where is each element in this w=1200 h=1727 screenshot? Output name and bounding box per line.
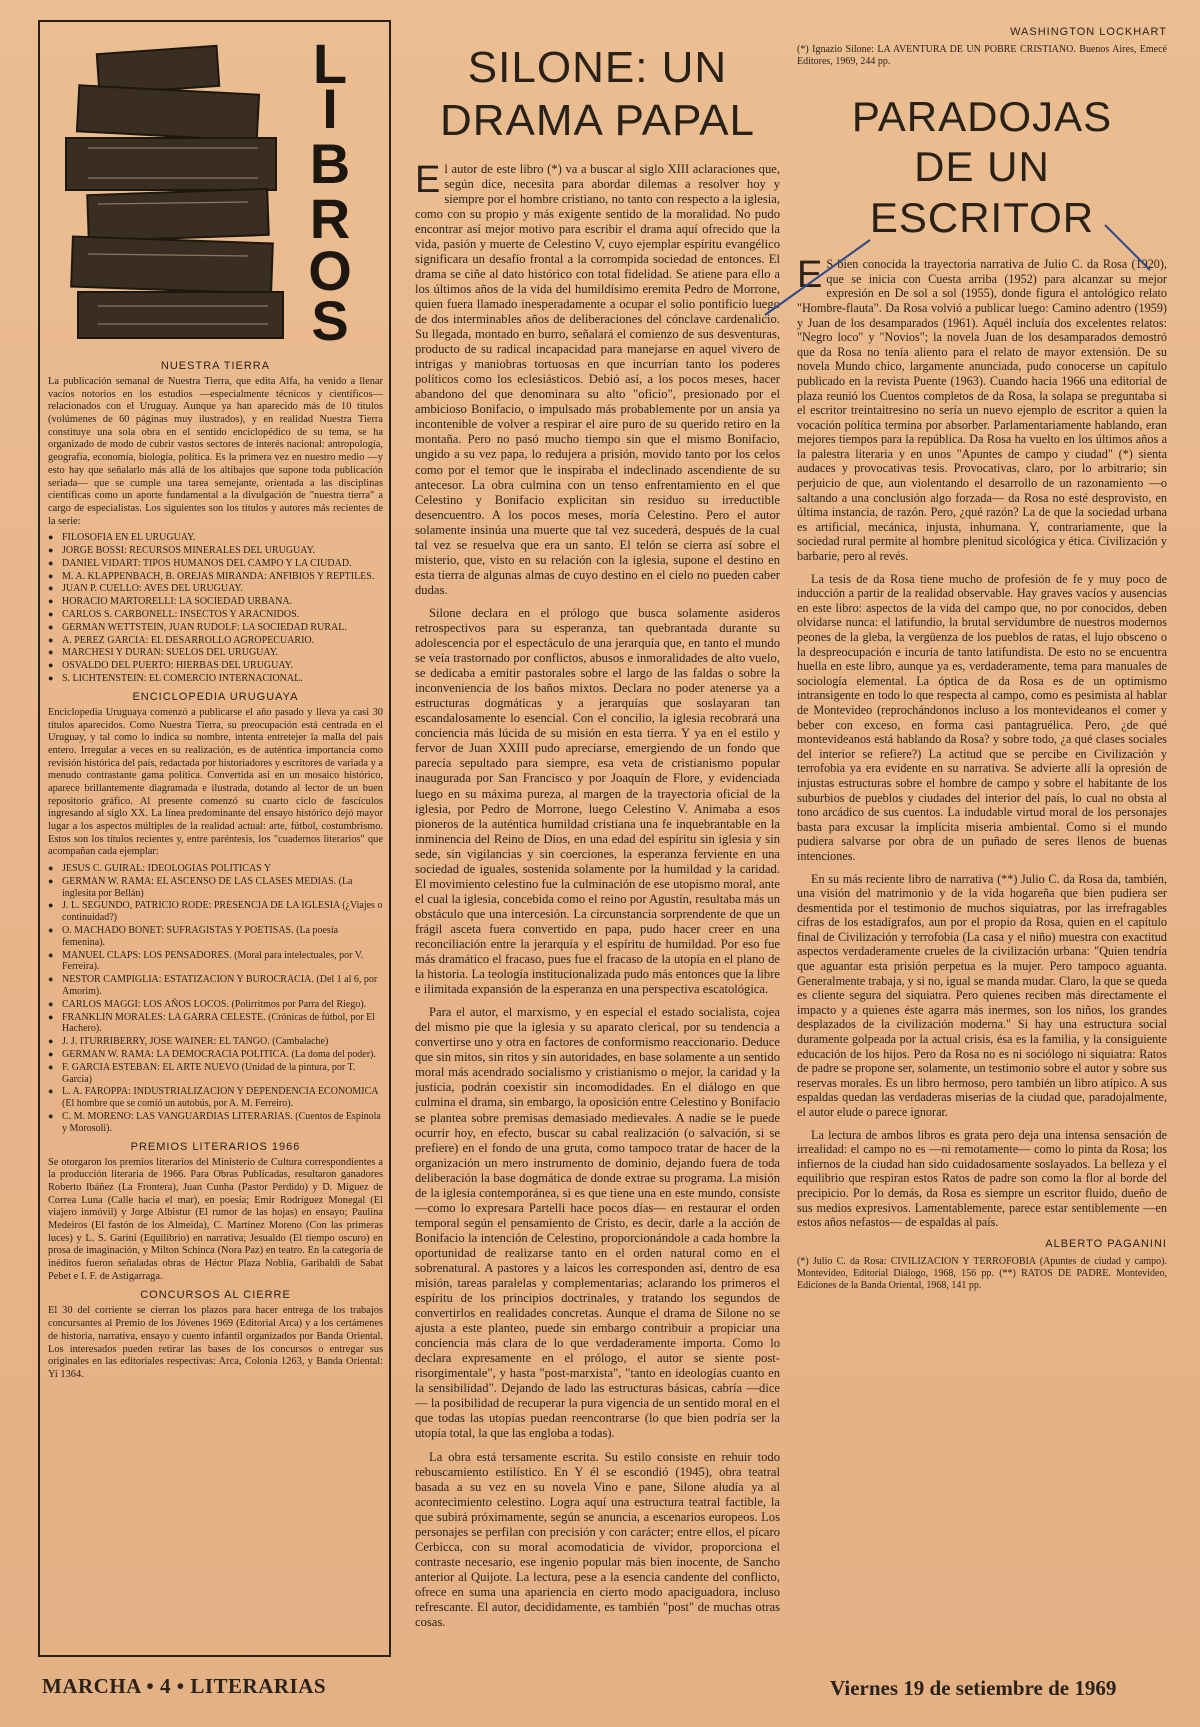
silone-paragraph: La obra está tersamente escrita. Su estilo consiste en rehuir todo rebuscamiento estilístico. En Y él se escondió (1945), obra teatral basada a su vez en su novela Vino e pane, Silone aludía ya al acontecimiento celestino. Logra aquí una estructura teatral factible, la que subirá próximamente, según se anuncia, a escenarios europeos. Los personajes se perfilan con precisión y con carácter; entre ellos, el pícaro Cerbicca, con su moral acomodaticia de vividor, proporciona el contraste necesario, ese ingenio popular más bien inocente, de Sancho anterior al Quijote. La lectura, pese a la esencia candente del conflicto, ofrece en suma una apariencia en cierto modo apaciguadora, incluso refrescante. El autor, decididamente, es también "post" de muchas otras cosas.: [415, 1449, 780, 1630]
list-item: ● DANIEL VIDART: TIPOS HUMANOS DEL CAMPO Y LA CIUDAD.: [48, 558, 383, 570]
silone-title: [415, 42, 780, 148]
logo-letter-b: B: [309, 132, 351, 195]
drop-cap: E: [415, 158, 441, 201]
list-item: ● JESUS C. GUIRAL: IDEOLOGIAS POLITICAS Y: [48, 863, 383, 875]
premios-text: Se otorgaron los premios literarios del Ministerio de Cultura correspondientes a la producción literaria de 1966. Para Obras Publicadas, resultaron ganadores Roberto Ibáñez (La Frontera), Juan Cunha (Pastor Perdido) y D. Míguez de Correa Luna (Calle hacia el mar), en poesía; Emir Rodríguez Monegal (El viajero inmóvil) y Jorge Albistur (El rumor de las hojas) en ensayo; Paulina Medeiros (El fastón de los Almeida), C. Martínez Moreno (Con las primeras luces) y L. S. Garini (Equilibrio) en narrativa; Jesualdo (El tiempo oscuro) en prosa de imaginación, y Milton Schinca (Nora Paz) en teatro. En la categoría de inéditos fueron señaladas obras de Héctor Plaza Noblía, Garibaldi de Sabat Pebet e I. F. de Astigarraga.: [48, 1156, 383, 1282]
list-item: ● GERMAN W. RAMA: EL ASCENSO DE LAS CLASES MEDIAS. (La inglesita por Bellán): [48, 876, 383, 900]
pen-mark: [1100, 220, 1160, 280]
list-item: ● A. PEREZ GARCIA: EL DESARROLLO AGROPECUARIO.: [48, 635, 383, 647]
list-item: ● MARCHESI Y DURAN: SUELOS DEL URUGUAY.: [48, 647, 383, 659]
list-item: ● NESTOR CAMPIGLIA: ESTATIZACION Y BUROCRACIA. (Del 1 al 6, por Amorim).: [48, 974, 383, 998]
list-item: ● OSVALDO DEL PUERTO: HIERBAS DEL URUGUAY.: [48, 660, 383, 672]
list-item: ● M. A. KLAPPENBACH, B. OREJAS MIRANDA: ANFIBIOS Y REPTILES.: [48, 571, 383, 583]
list-item: ● MANUEL CLAPS: LOS PENSADORES. (Moral para intelectuales, por V. Ferreira).: [48, 950, 383, 974]
paradojas-paragraph: E S bien conocida la trayectoria narrativa de Julio C. da Rosa (1920), que se inicia con Cuesta arriba (1952) para alcanzar su mejor expresión en De sol a sol (1955), donde figura el antológico relato "Hombre-flauta". Da Rosa volvió a publicar luego: Camino adentro (1959) y Juan de los desamparados (1961). Aquél incluía dos excelentes relatos: "Negro loco" y "Novios"; la novela Juan de los desamparados demostró que da Rosa no tenía aliento para el relato de mayor extensión. De su novela Mundo chico, largamente anunciada, pudo conocerse un capítulo publicado en la revista Puente (1963). Cuando hacia 1966 una editorial de plaza reunió los Cuentos completos de da Rosa, la solapa se preguntaba si el escritor treintaitresino no sería un nuevo ejemplo de escritor a quien la vocación política termina por absorber. Parlamentariamente hablando, eran mejores tiempos para la república. Da Rosa ha vuelto en los últimos años a la palestra literaria y en unos "Apuntes de campo y ciudad" (*) sienta audaces y provocativas tesis. Provocativas, claro, por lo arbitrario; sin perjuicio de que, aun violentando el desarrollo de un razonamiento —o saltando a una conclusión algo forzada— da Rosa no esté desprovisto, en última instancia, de razón. Pero, ¿qué razón? La de que la sociedad urbana es artificial, mecánica, injusta, inhumana. Y, contrariamente, que la sociedad rural permite al hombre plenitud sicológica y ética. Civilización y barbarie, pero al revés.: [797, 254, 1167, 564]
list-item: ● JUAN P. CUELLO: AVES DEL URUGUAY.: [48, 583, 383, 595]
libros-body: [38, 360, 393, 1382]
libros-column: [38, 20, 393, 1655]
enciclopedia-list: [48, 863, 383, 1135]
paradojas-signature: ALBERTO PAGANINI: [1045, 1237, 1167, 1250]
paradojas-paragraph: La tesis de da Rosa tiene mucho de profesión de fe y muy poco de inducción a partir de la realidad observable. Hay graves vacíos y ausencias en este libro: aspectos de la vida del campo que, no por conocidos, deben olvidarse nunca: el latifundio, la brutal servidumbre de nuestros modernos peones de la gleba, la vergüenza de los pueblos de ratas, el lujo obsceno o la despreocupación e incuria de tanto latifundista. De esto no se encuentra huella en este libro, aunque ya es, verdaderamente, tema para manuales de sociología elemental. La óptica de da Rosa es de un optimismo intransigente en todo lo que respecta al campo, como es pesimista al hablar de Montevideo (reprochándonos incluso a los montevideanos el comer y beber con exceso, en forma casi pantagruélica. Pero, ¿de qué montevideanos está hablando da Rosa? y sobre todo, ¿a qué clases sociales del interior se refiere?) La actitud que se percibe en Civilización y terrofobia ya era evidente en su narrativa. Se advierte allí la opresión de injustas estructuras sobre el hombre de campo y sobre el habitante de los suburbios de pueblos y ciudades del interior del país, lo cual no obsta al tono arcádico de sus cuentos. La indudable virtud moral de los personajes basta para excusar la implícita miseria ambiental. Como si el mundo pudiera salvarse por obra de un puñado de seres llenos de buenas intenciones.: [797, 571, 1167, 863]
list-item: ● L. A. FAROPPA: INDUSTRIALIZACION Y DEPENDENCIA ECONOMICA (El hombre que se comió un autobús, por A. M. Ferreiro).: [48, 1086, 383, 1110]
silone-title-line2: DRAMA PAPAL: [439, 95, 756, 145]
footer-left: MARCHA • 4 • LITERARIAS: [42, 1674, 327, 1698]
list-item: ● FILOSOFIA EN EL URUGUAY.: [48, 532, 383, 544]
logo-letter-o: O: [308, 239, 352, 302]
silone-title-line1: SILONE: UN: [467, 43, 728, 92]
list-item: ● CARLOS MAGGI: LOS AÑOS LOCOS. (Polirritmos por Parra del Riego).: [48, 999, 383, 1011]
silone-paragraph: Silone declara en el prólogo que busca solamente asideros retrospectivos para su esperanza, tan quebrantada durante su adolescencia por el espectáculo de una jerarquía que, en tanto el mundo se veía trastornado por conflictos, abusos e inmoralidades de alto vuelo, se dedicaba a emitir pastorales sobre el largo de las faldas o sobre la inconveniencia de los baños mixtos. Declara no poder atenerse ya a estructuras dogmáticas y a jerarquías que soslayaran tan escandalosamente lo esencial. Con el concilio, la iglesia recobrará una conciencia más lúcida de su misión en esta tierra. Y ya en el estilo y fervor de Juan XXIII pudo apreciarse, emergiendo de un fondo que parecía sepultado para siempre, esa veta de cristianismo popular inaugurada por San Francisco y por Joaquín de Flore, y evidenciada luego en su máxima pureza, al margen de la trayectoria oficial de la iglesia, por Pedro de Morrone, luego Celestino V. Animaba a esos pioneros de la auténtica humildad cristiana una fe inquebrantable en la inminencia del Reino de Dios, en una edad del espíritu sin iglesia y sin sede, sin vigilancias y sin coerciones, la esperanza ferviente en una sociedad de iguales, sostenida solamente por la humildad y la caridad. El movimiento celestino fue la culminación de ese utopismo moral, ante el cual la iglesia, concebida como el reino por Agustín, resultaba más un obstáculo que una intercesión. La circunstancia sorprendente de que un frágil asceta fuera convertido en papa, pudo hacer creer en una reconciliación entre la jerarquía y el espíritu de humildad. Por eso fue más dramático el fracaso, pues fue el fracaso de la utopía en el plano de la historia. La teología institucionalizada pudo más entonces que la libre e ilimitada expansión de la esperanza en una perspectiva escatológica.: [415, 605, 780, 997]
footer-date: Viernes 19 de setiembre de 1969: [830, 1676, 1117, 1700]
list-item: ● C. M. MORENO: LAS VANGUARDIAS LITERARIAS. (Cuentos de Espinola y Morosoli).: [48, 1111, 383, 1135]
silone-article: [415, 20, 780, 1660]
list-item: ● FRANKLIN MORALES: LA GARRA CELESTE. (Crónicas de fútbol, por El Hachero).: [48, 1012, 383, 1036]
silone-body: [415, 158, 780, 1631]
enciclopedia-heading: ENCICLOPEDIA URUGUAYA: [132, 690, 299, 703]
paradojas-paragraph: En su más reciente libro de narrativa (**) Julio C. da Rosa da, también, una visión del matrimonio y de la vida hogareña que bien pudiera ser desmentida por el testimonio de muchos siquiatras, por las irrefragables cifras de los estadígrafos, aun por el propio da Rosa, quien en el capítulo final de Civilización y terrofobia (La casa y el niño) muestra con exactitud aspectos verdaderamente crueles de la civilización urbana: "Quien tendría que aguantar esta prisión perpetua es la mujer. Pero tampoco aguanta. Generalmente trabaja, y si no, igual se manda mudar. Claro, la que se queda es cliente segura del siquiatra. Pero quienes reciben más directamente el impacto y a quienes éste agarra más inermes, son los niños, los grandes desplazados de la civilización moderna." Si hay una estructura social duramente golpeada por la actual crisis, ésa es la familia, y la consiguiente educación de los hijos. Pero da Rosa no es ni sociólogo ni siquiatra: Ratos de padre se propone ser, solamente, un testimonio sobre el autor y sobre sus reservas morales. Es un libro hermoso, pero también un libro atípico. A sus espaldas quedan las verdaderas miserias de la ciudad que, paradojalmente, el autor elude o parece ignorar.: [797, 871, 1167, 1120]
list-item: ● J. L. SEGUNDO, PATRICIO RODE: PRESENCIA DE LA IGLESIA (¿Viajes o continuidad?): [48, 900, 383, 924]
nuestra-tierra-heading: NUESTRA TIERRA: [160, 360, 271, 372]
pen-mark: [760, 230, 880, 320]
silone-footnote: (*) Ignazio Silone: LA AVENTURA DE UN POBRE CRISTIANO. Buenos Aires, Emecé Editores, 1969, 244 pp.: [797, 44, 1167, 67]
paradojas-paragraph: La lectura de ambos libros es grata pero deja una intensa sensación de irrealidad: el campo no es —ni remotamente— como lo pinta da Rosa; los infiernos de la ciudad han sido cuidadosamente soslayados. La belleza y el equilibrio que respiran estos Ratos de padre son como la flor al borde del precipicio. Por lo demás, da Rosa es siempre un escritor fluido, dueño de sus medios expresivos. Lamentablemente, parece estar sentiblemente —en estos años nefastos— de espaldas al país.: [797, 1127, 1167, 1230]
books-stack-logo: [58, 28, 376, 348]
concursos-heading: CONCURSOS AL CIERRE: [140, 1289, 291, 1302]
enciclopedia-text: Enciclopedia Uruguaya comenzó a publicarse el año pasado y lleva ya casi 30 títulos aparecidos. Como Nuestra Tierra, su preocupación está centrada en el Uruguay, y tal como lo indica su nombre, intenta entretejer la malla del país entero. Irregular a veces en su realización, es de auténtica importancia como revisión histórica del país, redactada por historiadores y escritores de variada y a menudo contrastante gama política. Convertida así en un mosaico histórico, aparece brillantemente diagramada e ilustrada, dotando al lector de un buen repositorio gráfico. Al presente comenzó su cuarto ciclo de fascículos ingresando al siglo XX. La línea predominante del ensayo histórico dejó mayor lugar a los aspectos múltiples de la realidad actual: arte, fútbol, costumbrismo. Estos son los títulos recientes y, entre paréntesis, los "cuadernos literarios" que acompañan cada ejemplar:: [48, 706, 383, 858]
logo-letter-i: I: [322, 77, 338, 140]
list-item: ● JORGE BOSSI: RECURSOS MINERALES DEL URUGUAY.: [48, 545, 383, 557]
list-item: ● O. MACHADO BONET: SUFRAGISTAS Y POETISAS. (La poesía femenina).: [48, 925, 383, 949]
list-item: ● CARLOS S. CARBONELL: INSECTOS Y ARACNIDOS.: [48, 609, 383, 621]
list-item: ● HORACIO MARTORELLI: LA SOCIEDAD URBANA.: [48, 596, 383, 608]
nuestra-tierra-list: [48, 532, 383, 685]
paradojas-body: [797, 254, 1167, 1230]
paradojas-title-line2: DE UN ESCRITOR: [869, 143, 1095, 241]
list-item: ● GERMAN WETTSTEIN, JUAN RUDOLF: LA SOCIEDAD RURAL.: [48, 622, 383, 634]
nuestra-tierra-text: La publicación semanal de Nuestra Tierra, que edita Alfa, ha venido a llenar vacíos notorios en los estudios —especialmente técnicos y científicos— relacionados con el Uruguay. Aunque ya han aparecido más de 10 títulos (volúmenes de 60 páginas muy ilustrados), y en realidad Nuestra Tierra constituye una sola obra en el sentido enciclopédico de su tema, se ha organizado de modo de cubrir vastos sectores de interés nacional: antropología, geografía, economía, biología, política. Es la primera vez en nuestro medio —y esto hay que señalarlo más allá de los altibajos que supone toda publicación seriada— que se cumple una tarea semejante, orientada a las disciplinas científicas como un aporte fundamental a la divulgación de "nuestra tierra" a cargo de especialistas. Los siguientes son los títulos y autores más recientes de la serie:: [48, 376, 383, 527]
silone-paragraph: El autor de este libro (*) va a buscar al siglo XIII aclaraciones que, según dice, necesita para abordar dilemas a resolver hoy y siempre por el hombre cristiano, no tanto con respecto a la iglesia, como con su propio y más exigente sentido de la moralidad. No pudo encontrar así mejor motivo para escribir el drama aquí ofrecido que la vida, pasión y muerte de Celestino V, cuyo ejemplar espíritu evangélico significara un desafío frontal a la corrompida sociedad de entonces. El drama se ciñe al dato histórico con total fidelidad. Se atiene para ello a los últimos años de la vida del humildísimo eremita Pedro de Morrone, quien fuera llamado inesperadamente a ocupar el solio pontificio luego de dos interminables años de deliberaciones del cónclave cardenalicio. Su llegada, montado en burro, señalará el comienzo de sus desventuras, producto de su radical incapacidad para manejarse en aquel vivero de intrigas y maniobras tortuosas en que incurrían tanto los poderes políticos como los eclesiásticos. Debió así, a los pocos meses, hacer abandono del que denominara su alto "oficio", presionado por el ambicioso Bonifacio, o impulsado más probablemente por un ansia ya incontenible de volver a respirar el aire puro de su querido retiro en la montaña. Pero no pasó mucho tiempo sin que el mismo Bonifacio, ungido a su vez papa, lo redujera a prisión, movido tanto por los celos como por el temor que le inspiraba el indeclinado ascendiente de su antecesor. La obra culmina con un tenso enfrentamiento en el que Celestino y Bonifacio explicitan sin residuo su irreductible desencuentro. A los pocos meses, moría Celestino. Pero el autor solamente insinúa una muerte que tal vez sucederá, después de la cual tal vez se resuelva que era un santo. El telón se cierra así sobre el misterio, que, visto en su relación con la iglesia, supone el destino en esta tierra de algunas almas de cuyo destino en el cielo no pueden caber dudas.: [415, 158, 780, 597]
concursos-text: El 30 del corriente se cierran los plazos para hacer entrega de los trabajos concursantes al Premio de los Jóvenes 1969 (Editorial Arca) y a los certámenes de historia, narrativa, ensayo y cuento infantil organizados por Banda Oriental. Los interesados pueden retirar las bases de los concursos o entregar sus originales en las editoriales respectivas: Arca, Colonia 1263, y Banda Oriental: Yi 1364.: [48, 1305, 383, 1380]
list-item: ● J. J. ITURRIBERRY, JOSE WAINER: EL TANGO. (Cambalache): [48, 1036, 383, 1048]
premios-heading: PREMIOS LITERARIOS 1966: [130, 1140, 301, 1153]
silone-paragraph: Para el autor, el marxismo, y en especial el estado socialista, cojea del mismo pie que la iglesia y su aparato clerical, por su tendencia a convertirse uno y otra en factores de conformismo reaccionario. Deduce que sin mitos, sin ritos y sin autoridades, en base solamente a un sentido moral más acendrado socialismo y cristianismo o mejor, la caridad y la justicia, podrán coexistir sin incomodidades. En el diálogo en que culmina el drama, sin embargo, la oposición entre Celestino y Bonifacio se plantea sobre premisas demasiado medievales. A nadie se le puede ocurrir hoy, en efecto, buscar su cabal realización (o salvación, si se prefiere) en el fondo de una gruta, como tampoco tratar de hacer de la organización un mero instrumento de dominio, dejando fuera de toda deliberación la base dogmática de donde extrae su programa. La misión de la iglesia contemporánea, si es que tiene una en este mundo, consiste —como lo expresara Partelli hace pocos días— en restaurar el orden temporal según el pensamiento de Cristo, es decir, darle a la acción de Bonifacio la intención de Celestino, proporcionándole a cada hombre la oportunidad de realizarse tanto en el orden natural como en el sobrenatural. A pastores y a laicos les corresponden así, dentro de esa misión, tareas paralelas y complementarias; aclarando los primeros el espíritu de los principios doctrinales, y tratando los segundos de convertirlos en realidades concretas. Aunque el drama de Silone no se ajusta a este planteo, puede sin embargo contribuir a propiciar una conciencia más clara de lo que verdaderamente importa. Como lo declara expresamente en el prólogo, el autor se siente post-risorgimentale", y hasta "post-marxista", "tanto en ideologías cuanto en la sensibilidad". Dejando de lado las estructuras básicas, cabría —dice— la posibilidad de recuperar la pura vigencia de un sentido moral en el que todas las utopías puedan reencontrarse (lo que bien podría ser la utopía total, la que las engloba a todas).: [415, 1005, 780, 1441]
logo-letter-r: R: [309, 187, 351, 250]
list-item: ● S. LICHTENSTEIN: EL COMERCIO INTERNACIONAL.: [48, 673, 383, 685]
drop-cap: E: [797, 254, 823, 297]
paradojas-footnote: (*) Julio C. da Rosa: CIVILIZACION Y TERROFOBIA (Apuntes de ciudad y campo). Montevideo, Editorial Diálogo, 1968, 156 pp. (**) RATOS DE PADRE. Montevideo, Ediciones de la Banda Oriental, 1968, 141 pp.: [797, 1255, 1167, 1291]
list-item: ● GERMAN W. RAMA: LA DEMOCRACIA POLITICA. (La doma del poder).: [48, 1049, 383, 1061]
list-item: ● F. GARCIA ESTEBAN: EL ARTE NUEVO (Unidad de la pintura, por T. García): [48, 1062, 383, 1086]
silone-signature: WASHINGTON LOCKHART: [1010, 26, 1167, 38]
logo-letter-s: S: [311, 289, 349, 348]
paradojas-title-line1: PARADOJAS: [851, 93, 1113, 140]
logo-letter-l: L: [312, 32, 348, 95]
